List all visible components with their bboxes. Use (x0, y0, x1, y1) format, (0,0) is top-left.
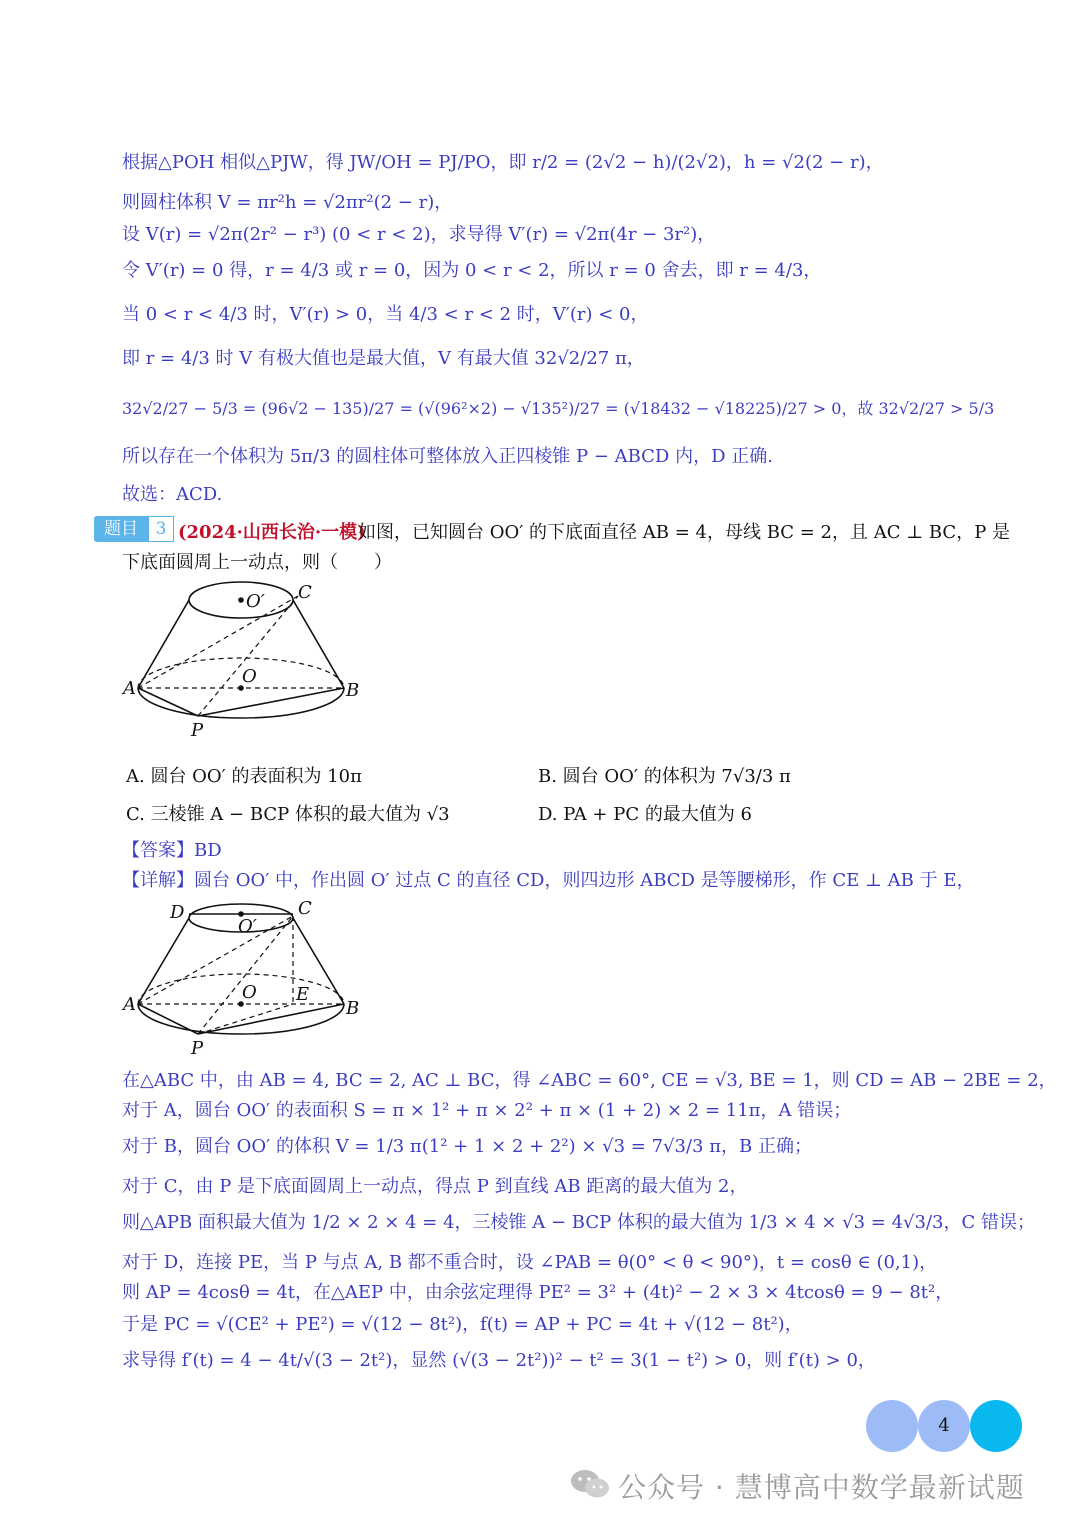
label-c: C (298, 582, 312, 603)
wechat-icon (568, 1466, 612, 1502)
option-b: B. 圆台 OO′ 的体积为 7√3/3 π (538, 766, 791, 787)
detail-line: 则 AP = 4cosθ = 4t，在△AEP 中，由余弦定理得 PE² = 3² + (4t)² − 2 × 3 × 4tcosθ = 9 − 8t²， (122, 1282, 954, 1303)
detail-line: 在△ABC 中，由 AB = 4, BC = 2, AC ⊥ BC，得 ∠ABC = 60°, CE = √3, BE = 1，则 CD = AB − 2BE = 2， (122, 1070, 1057, 1091)
solution-line: 当 0 < r < 4/3 时，V′(r) > 0，当 4/3 < r < 2 时，V′(r) < 0， (122, 304, 649, 325)
question-text: 如图，已知圆台 OO′ 的下底面直径 AB = 4，母线 BC = 2，且 AC ⊥ BC，P 是 (358, 522, 1011, 543)
solution-line: 令 V′(r) = 0 得，r = 4/3 或 r = 0，因为 0 < r < 2，所以 r = 0 舍去，即 r = 4/3， (122, 260, 822, 281)
option-c: C. 三棱锥 A − BCP 体积的最大值为 √3 (126, 804, 450, 825)
label-o: O (242, 666, 257, 687)
solution-line: 故选：ACD. (122, 484, 223, 505)
detail-line: 对于 B，圆台 OO′ 的体积 V = 1/3 π(1² + 1 × 2 + 2²) × √3 = 7√3/3 π，B 正确； (122, 1136, 812, 1157)
label-b: B (346, 680, 360, 701)
label-o-prime: O′ (246, 591, 265, 612)
answer-line: 【答案】BD (122, 840, 222, 861)
solution-line: 设 V(r) = √2π(2r² − r³) (0 < r < 2)，求导得 V′(r) = √2π(4r − 3r²)， (122, 224, 716, 245)
solution-line: 则圆柱体积 V = πr²h = √2πr²(2 − r)， (122, 192, 453, 213)
label-o: O (242, 982, 257, 1003)
detail-line: 求导得 f′(t) = 4 − 4t/√(3 − 2t²)，显然 (√(3 − 2t²))² − t² = 3(1 − t²) > 0，则 f′(t) > 0， (122, 1350, 876, 1371)
page-circle-right (970, 1400, 1022, 1452)
detail-line: 对于 A，圆台 OO′ 的表面积 S = π × 1² + π × 2² + π × (1 + 2) × 2 = 11π，A 错误； (122, 1100, 852, 1121)
watermark-text: 公众号 · 慧博高中数学最新试题 (618, 1471, 1025, 1504)
label-p: P (191, 720, 204, 741)
label-e: E (296, 984, 310, 1005)
label-b: B (346, 998, 360, 1019)
option-a: A. 圆台 OO′ 的表面积为 10π (126, 766, 362, 787)
label-a: A (123, 678, 136, 699)
solution-line: 即 r = 4/3 时 V 有极大值也是最大值，V 有最大值 32√2/27 π， (122, 348, 645, 369)
question-number: 3 (148, 516, 174, 542)
label-c: C (298, 898, 312, 919)
page-circle-left (866, 1400, 918, 1452)
detail-line: 对于 C，由 P 是下底面圆周上一动点，得点 P 到直线 AB 距离的最大值为 2， (122, 1176, 748, 1197)
label-a: A (123, 994, 136, 1015)
detail-line: 于是 PC = √(CE² + PE²) = √(12 − 8t²)，f(t) = AP + PC = 4t + √(12 − 8t²)， (122, 1314, 803, 1335)
frustum-figure-1 (118, 578, 378, 748)
question-tag: 题目 (94, 516, 148, 542)
option-d: D. PA + PC 的最大值为 6 (538, 804, 752, 825)
detail-first-line: 【详解】圆台 OO′ 中，作出圆 O′ 过点 C 的直径 CD，则四边形 ABCD 是等腰梯形，作 CE ⊥ AB 于 E， (122, 870, 975, 891)
label-d: D (170, 902, 185, 923)
detail-line: 则△APB 面积最大值为 1/2 × 2 × 4 = 4，三棱锥 A − BCP 体积的最大值为 1/3 × 4 × √3 = 4√3/3，C 错误； (122, 1212, 1035, 1233)
frustum-figure-2 (118, 896, 378, 1066)
question-text: 下底面圆周上一动点，则（ ） (122, 552, 392, 573)
label-p: P (191, 1038, 204, 1059)
question-source: (2024·山西长治·一模) (178, 522, 366, 543)
detail-line: 对于 D，连接 PE，当 P 与点 A, B 都不重合时，设 ∠PAB = θ(0° < θ < 90°)，t = cosθ ∈ (0,1)， (122, 1252, 938, 1273)
solution-line: 所以存在一个体积为 5π/3 的圆柱体可整体放入正四棱锥 P − ABCD 内，D 正确. (122, 446, 773, 467)
label-o-prime: O′ (238, 916, 257, 937)
solution-line: 根据△POH 相似△PJW，得 JW/OH = PJ/PO，即 r/2 = (2√2 − h)/(2√2)，h = √2(2 − r)， (122, 152, 884, 173)
solution-line: 32√2/27 − 5/3 = (96√2 − 135)/27 = (√(96²×2) − √135²)/27 = (√18432 − √18225)/27 > 0，故 32√2/27 > 5/3 (122, 399, 995, 418)
page-number: 4 (918, 1400, 970, 1452)
